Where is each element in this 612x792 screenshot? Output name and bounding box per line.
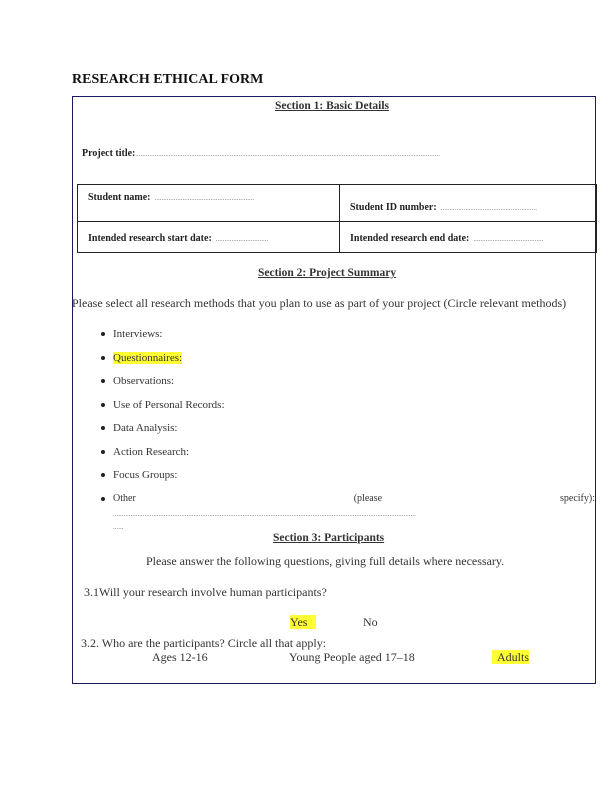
method-personal-records[interactable] [100, 397, 595, 421]
details-table [77, 184, 597, 253]
q32-option-label: Ages 12-16 [152, 650, 208, 664]
section3-instruction: Please answer the following questions, giving full details where necessary. [146, 554, 505, 568]
method-interviews[interactable] [100, 326, 595, 350]
methods-list [100, 326, 595, 533]
q32-option-label-selected: Adults [492, 650, 529, 664]
method-focus-groups[interactable] [100, 467, 595, 491]
project-title-field[interactable] [82, 143, 440, 161]
document-title: RESEARCH ETHICAL FORM [72, 72, 264, 87]
other-specify: specify): [559, 492, 595, 504]
q31-yes-label: Yes [290, 615, 316, 629]
student-name-cell[interactable] [78, 185, 340, 222]
method-observations[interactable] [100, 373, 595, 397]
section2-heading: Section 2: Project Summary [258, 267, 397, 279]
q31-no-label: No [363, 615, 378, 629]
q32-option-label: Young People aged 17–18 [289, 650, 415, 664]
method-label: Action Research: [113, 445, 190, 458]
project-title-input[interactable]: .............................................................................................................................................................................. [135, 150, 440, 158]
start-date-input[interactable]: .............................. [215, 235, 269, 243]
q31-option-no[interactable] [363, 615, 378, 630]
end-date-label: Intended research end date: [350, 233, 470, 244]
method-label: Data Analysis: [113, 422, 178, 434]
other-row [113, 491, 595, 507]
method-label-selected: Questionnaires: [113, 351, 183, 364]
other-label: Other [113, 492, 136, 504]
student-name-input[interactable]: ......................................................... [154, 194, 255, 202]
method-other[interactable] [100, 491, 595, 533]
student-id-label: Student ID number: [350, 202, 437, 213]
q31-question: 3.1Will your research involve human participants? [84, 585, 327, 599]
method-action-research[interactable] [100, 444, 595, 468]
method-label: Use of Personal Records: [113, 398, 225, 411]
method-data-analysis[interactable] [100, 420, 595, 444]
q32-option-ages-12-16[interactable] [152, 650, 208, 665]
student-id-input[interactable]: ....................................................... [440, 204, 537, 212]
student-name-label: Student name: [88, 192, 151, 203]
start-date-label: Intended research start date: [88, 233, 212, 244]
method-label: Interviews: [113, 328, 163, 340]
method-label: Observations: [113, 375, 175, 387]
q32-option-young-people[interactable] [289, 650, 415, 665]
section3-heading: Section 3: Participants [273, 532, 385, 544]
other-specify-input-cont[interactable]: ...... [113, 522, 124, 531]
end-date-cell[interactable] [340, 222, 597, 253]
other-please: (please [353, 492, 383, 504]
end-date-input[interactable]: ........................................ [473, 235, 544, 243]
q32-question: 3.2. Who are the participants? Circle all that apply: [81, 636, 327, 650]
method-questionnaires[interactable] [100, 350, 595, 374]
project-title-label: Project title: [82, 148, 136, 159]
start-date-cell[interactable] [78, 222, 340, 253]
q31-option-yes[interactable] [290, 615, 316, 630]
q32-option-adults[interactable] [492, 650, 529, 665]
section1-heading: Section 1: Basic Details [275, 100, 390, 112]
other-specify-input[interactable]: ............................................................................................................................................................................. [113, 509, 416, 518]
method-label: Focus Groups: [113, 469, 178, 481]
section2-instruction: Please select all research methods that you plan to use as part of your project (Circle relevant methods) [72, 296, 567, 310]
student-id-cell[interactable] [340, 185, 597, 222]
